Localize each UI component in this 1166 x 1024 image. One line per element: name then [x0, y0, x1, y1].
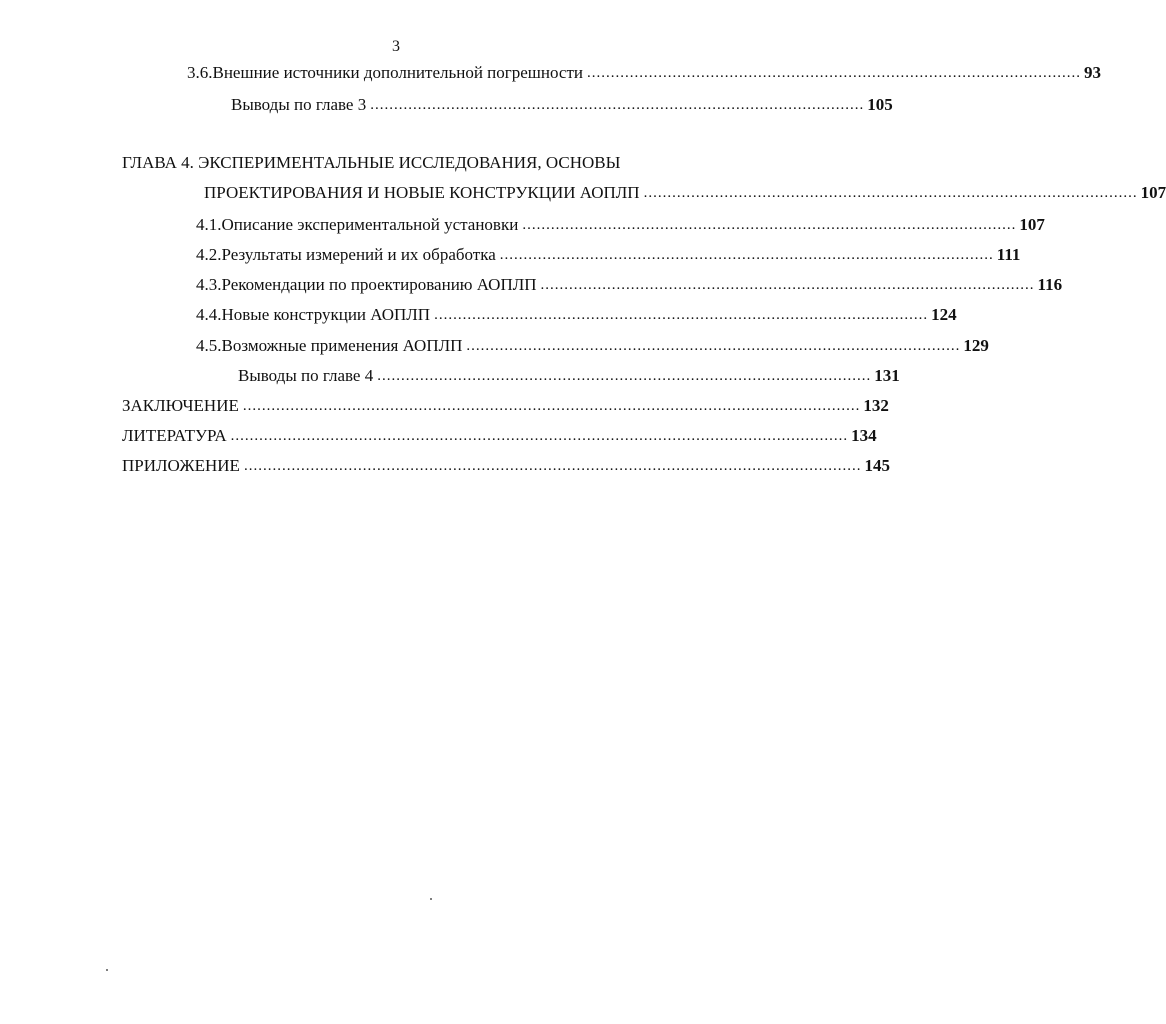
toc-entry-appendix	[122, 453, 890, 477]
chapter-4-heading-line1: ГЛАВА 4. ЭКСПЕРИМЕНТАЛЬНЫЕ ИССЛЕДОВАНИЯ, ОСНОВЫ	[122, 153, 621, 172]
dot-leader: ........................................................................................................	[586, 65, 1081, 81]
section-title: Описание экспериментальной установки	[221, 215, 519, 234]
toc-entry-4-3	[196, 272, 1063, 296]
toc-entry-conclusion	[122, 393, 889, 417]
page-number: 3	[392, 38, 400, 55]
dot-leader: ........................................................................................................	[466, 338, 961, 354]
section-title: Внешние источники дополнительной погрешности	[212, 63, 583, 82]
toc-entry-literature	[122, 423, 877, 447]
toc-entry-conclusions-4	[238, 363, 900, 387]
section-title: Рекомендации по проектированию АОПЛП	[221, 275, 537, 294]
section-title: Новые конструкции АОПЛП	[221, 305, 431, 324]
dot-leader: ........................................................................................................	[377, 368, 872, 384]
toc-entry-4-5	[196, 333, 989, 357]
dot-leader: ........................................................................................................	[434, 307, 929, 323]
page-ref: 107	[1019, 215, 1045, 234]
section-title: ЛИТЕРАТУРА	[122, 426, 227, 445]
section-title: Результаты измерений и их обработка	[221, 245, 496, 264]
page-ref: 145	[864, 456, 890, 475]
page-ref: 111	[996, 245, 1021, 264]
section-number: 4.4.	[196, 305, 222, 324]
page-ref: 134	[851, 426, 877, 445]
toc-entry-4-1	[196, 212, 1045, 236]
section-number: 4.2.	[196, 245, 222, 264]
dot-leader: ..................................................................................................................................	[243, 458, 862, 474]
section-number: 3.6.	[187, 63, 213, 82]
dot-leader: ........................................................................................................	[522, 217, 1017, 233]
toc-entry-4-4	[196, 302, 957, 326]
section-number: 4.1.	[196, 215, 222, 234]
chapter-4-heading-line2: ПРОЕКТИРОВАНИЯ И НОВЫЕ КОНСТРУКЦИИ АОПЛП	[204, 183, 640, 202]
dot-leader: ..................................................................................................................................	[242, 398, 861, 414]
page-ref: 129	[963, 336, 989, 355]
dot-leader: ........................................................................................................	[643, 185, 1138, 201]
page-ref: 132	[863, 396, 889, 415]
section-title: ПРИЛОЖЕНИЕ	[122, 456, 240, 475]
section-title: Возможные применения АОПЛП	[221, 336, 463, 355]
toc-entry-conclusions-3	[231, 92, 893, 116]
section-number: 4.3.	[196, 275, 222, 294]
section-title: ЗАКЛЮЧЕНИЕ	[122, 396, 239, 415]
page-ref: 116	[1037, 275, 1063, 294]
page-ref: 107	[1140, 183, 1166, 202]
section-title: Выводы по главе 4	[238, 366, 374, 385]
section-title: Выводы по главе 3	[231, 95, 367, 114]
page-ref: 124	[931, 305, 957, 324]
page-ref: 105	[867, 95, 893, 114]
dot-leader: ........................................................................................................	[370, 97, 865, 113]
dot-leader: ........................................................................................................	[499, 247, 994, 263]
toc-entry-3-6	[187, 60, 1101, 84]
section-number: 4.5.	[196, 336, 222, 355]
page-ref: 93	[1083, 63, 1101, 82]
dot-leader: ........................................................................................................	[540, 277, 1035, 293]
page-ref: 131	[874, 366, 900, 385]
dot-leader: ..................................................................................................................................	[230, 428, 849, 444]
toc-entry-4-2	[196, 242, 1021, 266]
scan-speck	[106, 969, 108, 971]
toc-entry-chapter-4	[204, 180, 1166, 204]
scan-speck	[430, 898, 432, 900]
